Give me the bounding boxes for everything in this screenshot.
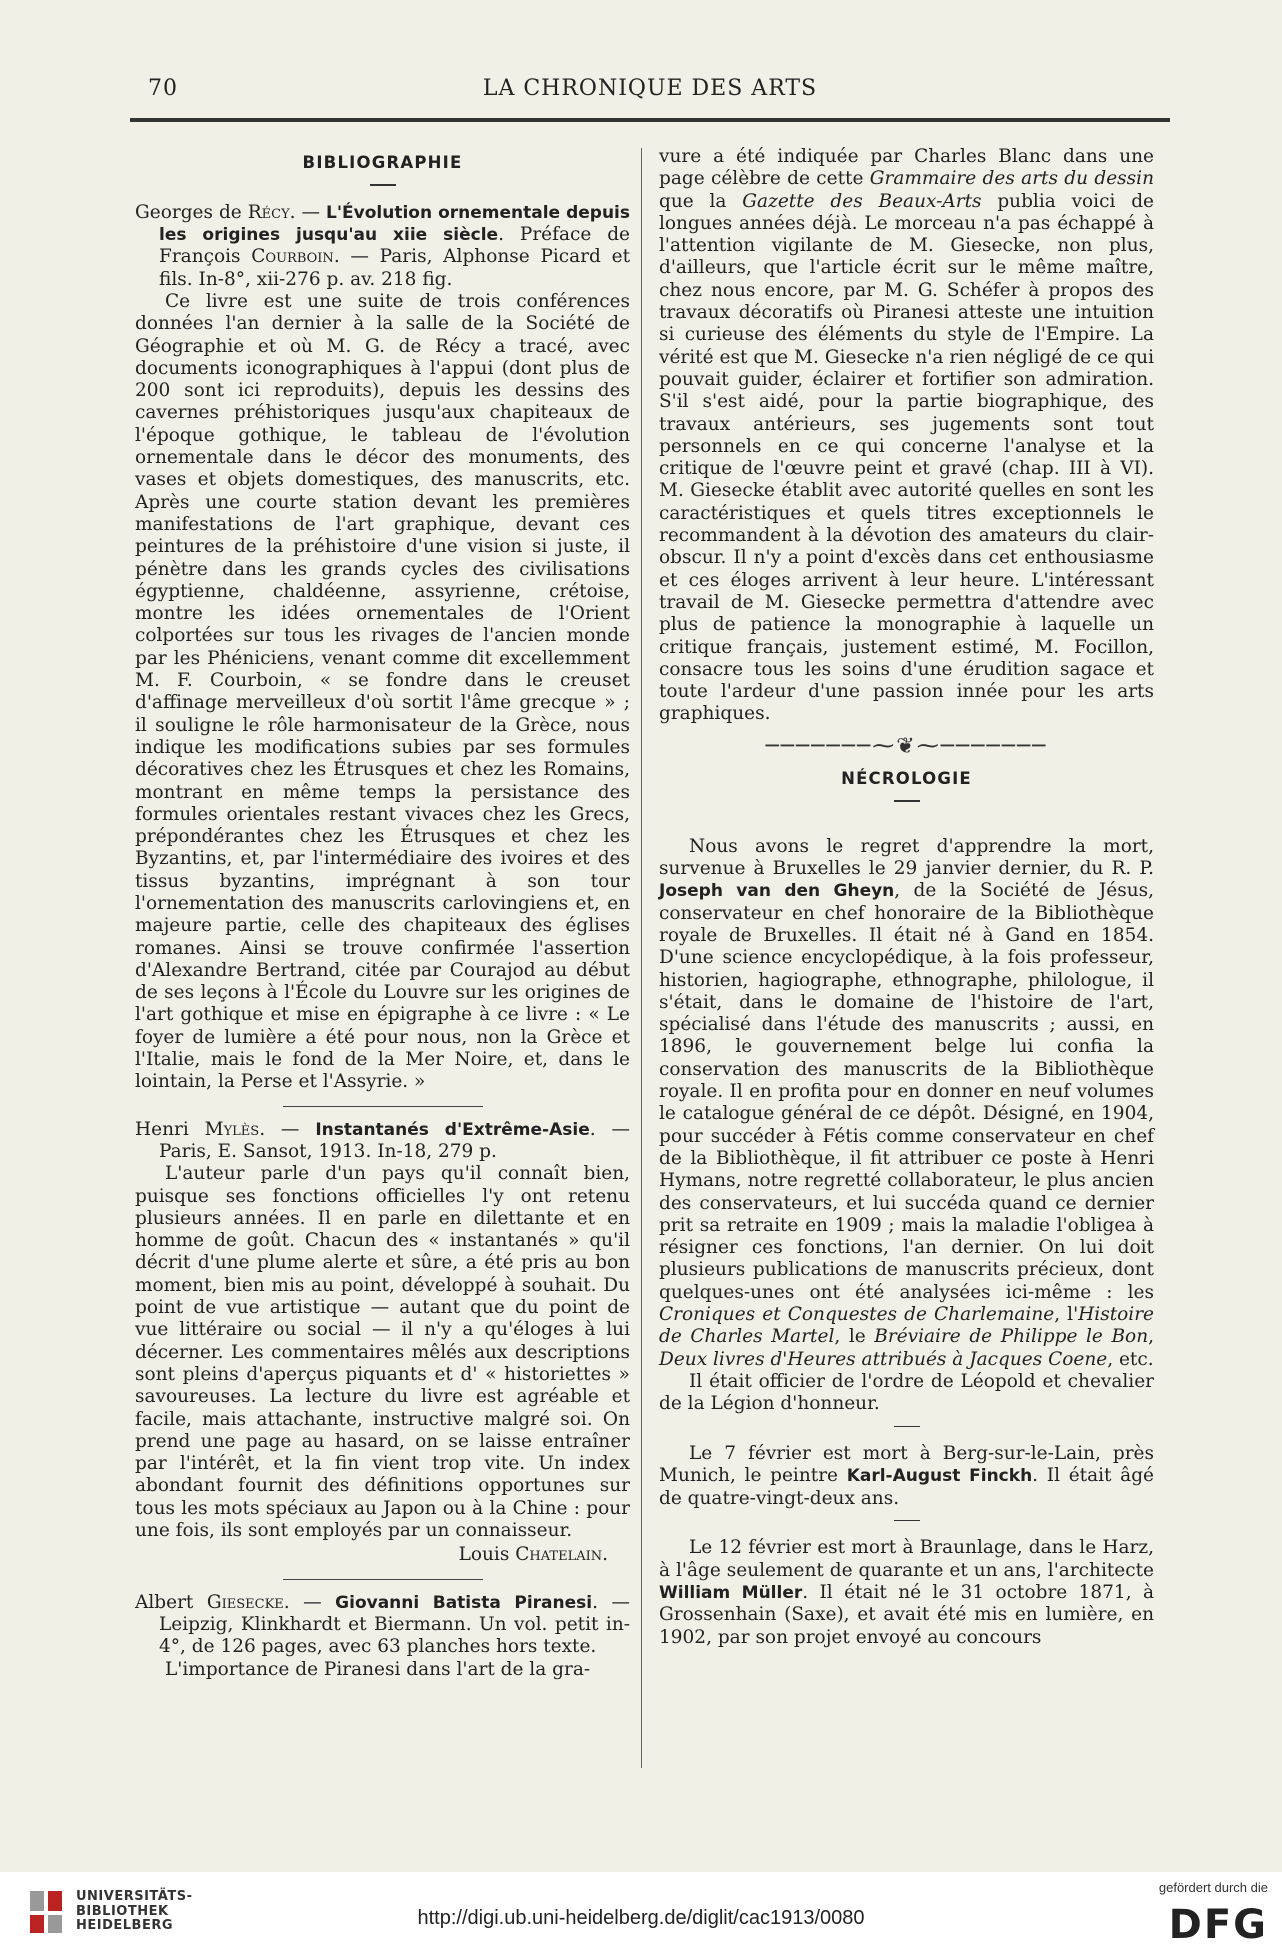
review-paragraph [659, 146, 1154, 726]
author-last: Mylès [204, 1118, 260, 1140]
obituary-dash [894, 1426, 920, 1428]
signature-last: Chatelain [515, 1544, 603, 1566]
author-last: Récy [247, 201, 290, 223]
title-dash [894, 800, 920, 802]
text-run: , [1148, 1326, 1154, 1348]
book-title: Instantanés d'Extrême-Asie [315, 1119, 590, 1140]
signature-first: Louis [458, 1544, 516, 1566]
review-paragraph: L'auteur parle d'un pays qu'il connaît bien, puisque ses fonctions officielles l'y ont retenu plusieurs années. Il en parle en dilettante et en homme de goût. Chacun des « instantanés » qu'il décrit d'une plume alerte et sûre, a été pris au bon moment, bien mis au point, développé à souhait. Du point de vue artistique — autant que du point de vue littéraire ou social — il n'y a qu'éloges à lui décerner. Les commentaires mêlés aux descriptions sont pleins d'aperçus piquants et d' « historiettes » savoureuses. La lecture du livre est agréable et facile, mais attachante, instructive malgré soi. On prend une page au hasard, on se laisse entraîner par l'intérêt, et la fin vient trop vite. Un index abondant fournit des définitions opportunes sur tous les mots spéciaux au Japon ou à la Chine : pour une fois, ils sont employés par un connaisseur. [135, 1163, 630, 1542]
text-run: Le 12 février est mort à Braunlage, dans le Harz, à l'âge seulement de quarante et un ans, l'architecte [659, 1537, 1154, 1581]
dfg-logo: DFG [1168, 1902, 1268, 1948]
publisher-info: . — Paris, E. Sansot, 1913. In-18, 279 p. [159, 1118, 630, 1162]
bibliography-entry [135, 1119, 630, 1164]
italic-title: Croniques et Conquestes de Charlemaine [659, 1304, 1055, 1326]
text-run: vure a été indiquée par Charles Blanc dans une page célèbre de cette [659, 146, 1154, 190]
page-number: 70 [148, 76, 178, 101]
book-title: Giovanni Batista Piranesi [335, 1592, 593, 1613]
text-run: , etc. [1107, 1348, 1154, 1370]
entry-separator [283, 1106, 483, 1107]
obituary-dash [894, 1520, 920, 1522]
right-column [659, 146, 1154, 1649]
deceased-name: Karl-August Finckh [846, 1466, 1033, 1487]
text-run: publia voici de longues années déjà. Le morceau n'a pas échappé à l'attention vigilante de M. Giesecke, non plus, d'ailleurs, que l'article écrit sur le même maître, chez nous encore, par M. G. Schéfer à propos des travaux décoratifs où Piranesi atteste une intuition si curieuse des éléments du style de l'Empire. La vérité est que M. Giesecke n'a rien négligé de ce qui pouvait guider, éclairer et fortifier son admiration. S'il s'est aidé, pour la partie biographique, des travaux antérieurs, ses jugements sont tout personnels en ce qui concerne l'analyse et la critique de l'œuvre peint et gravé (chap. III à VI). M. Giesecke établit avec autorité quelles en sont les caractéristiques et quels titres exceptionnels le recommandent à la dévotion des amateurs du clair-obscur. Il n'y a point d'excès dans cet enthousiasme et ces éloges arrivent à leur heure. L'intéressant travail de M. Giesecke permettra d'attendre avec plus de patience la monographie à laquelle un critique français, justement estimé, M. Focillon, consacre tous les soins d'une érudition sagace et toute l'ardeur d'une passion innée pour les arts graphiques. [659, 190, 1154, 725]
italic-title: Histoire de Charles Martel [659, 1304, 1154, 1348]
author-first: Albert [135, 1591, 207, 1613]
publisher-info: . — Leipzig, Klinkhardt et Biermann. Un vol. petit in-4°, de 126 pages, avec 63 planches hors texte. [159, 1591, 630, 1658]
signature-end: . [602, 1544, 608, 1566]
library-line: UNIVERSITÄTS- [76, 1889, 193, 1904]
section-title-bibliographie: BIBLIOGRAPHIE [302, 153, 463, 172]
entry-dash: . — [259, 1118, 316, 1140]
library-line: BIBLIOTHEK [76, 1903, 169, 1919]
author-first: Georges de [135, 201, 248, 223]
bibliography-entry [135, 202, 630, 291]
entry-text: . Préface de François [159, 224, 630, 268]
entry-dash: . — [289, 201, 326, 223]
title-dash [370, 184, 396, 186]
funded-by-label: gefördert durch die [1158, 1880, 1268, 1895]
text-run: , de la Société de Jésus, conservateur en chef honoraire de la Bibliothèque royale de Bruxelles. Il était né à Gand en 1854. D'une science encyclopédique, à la fois professeur, historien, hagiographe, ethnographe, philologue, il s'était, dans le domaine de l'histoire de l'art, spécialisé dans l'étude des manuscrits ; aussi, en 1896, le gouvernement belge lui confia la conservation des manuscrits de la Bibliothèque royale. Il en profita pour en donner en neuf volumes le catalogue général de ce dépôt. Désigné, en 1904, pour succéder à Fétis comme conservateur en chef de la Bibliothèque, il fit attribuer ce poste à Henri Hymans, notre regretté collaborateur, le plus ancien des conservateurs, et lui succéda quand ce dernier prit sa retraite en 1909 ; mais la maladie l'obligea à résigner ces fonctions, l'an dernier. On lui doit plusieurs publications de manuscrits précieux, dont quelques-unes ont été analysées ici-même : les [659, 880, 1154, 1303]
preface-author: Courboin [251, 246, 334, 268]
spacer [659, 818, 1154, 836]
library-line: HEIDELBERG [76, 1918, 174, 1933]
review-signature [135, 1544, 630, 1566]
deceased-name: Joseph van den Gheyn [659, 881, 895, 902]
publisher-info: . — Paris, Alphonse Picard et fils. In-8°, xii-276 p. av. 218 fig. [159, 246, 631, 290]
author-first: Henri [135, 1118, 205, 1140]
entry-dash: . — [283, 1591, 336, 1613]
page-header [130, 72, 1170, 102]
italic-title: Bréviaire de Philippe le Bon [874, 1326, 1149, 1348]
text-run: que la [659, 190, 743, 212]
deceased-name: William Müller [659, 1583, 803, 1604]
text-run: Nous avons le regret d'apprendre la mort, survenue à Bruxelles le 29 janvier dernier, du R. P. [659, 835, 1154, 880]
digitization-footer [0, 1872, 1282, 1955]
entry-separator [283, 1579, 483, 1580]
text-run: . Il était né le 31 octobre 1871, à Grossenhain (Saxe), et avait été mis en lumière, en 1902, par son projet envoyé au concours [659, 1582, 1154, 1648]
author-last: Giesecke [206, 1591, 284, 1613]
source-url-link[interactable]: http://digi.ub.uni-heidelberg.de/diglit/cac1913/0080 [417, 1907, 865, 1929]
header-rule [130, 118, 1170, 122]
review-paragraph: L'importance de Piranesi dans l'art de la gra- [165, 1658, 591, 1680]
obituary-paragraph [659, 1537, 1154, 1648]
journal-title: LA CHRONIQUE DES ARTS [482, 76, 818, 101]
obituary-paragraph [659, 836, 1154, 1371]
text-run: . Il était âgé de quatre-vingt-deux ans. [659, 1465, 1154, 1509]
italic-title: Gazette des Beaux-Arts [742, 190, 982, 212]
column-separator [641, 148, 642, 1768]
obituary-paragraph: Il était officier de l'ordre de Léopold et chevalier de la Légion d'honneur. [659, 1370, 1154, 1415]
text-run: Le 7 février est mort à Berg-sur-le-Lain, près Munich, le peintre [659, 1443, 1154, 1487]
review-paragraph: Ce livre est une suite de trois conférences données l'an dernier à la salle de la Société de Géographie et où M. G. de Récy a tracé, avec documents iconographiques à l'appui (dont plus de 200 sont ici reproduits), depuis les dessins des cavernes préhistoriques jusqu'aux chapiteaux de l'époque gothique, le tableau de l'évolution ornementale dans le décor des monuments, des vases et objets domestiques, des manuscrits, etc. Après une courte station devant les premières manifestations de l'art graphique, devant ces peintures de la préhistoire d'une vision si juste, il pénètre dans les grands cycles des civilisations égyptienne, chaldéenne, assyrienne, crétoise, montre les idées ornementales de l'Orient colportées sur tous les rivages de l'ancien monde par les Phéniciens, venant comme dit excellemment M. F. Courboin, « se fondre dans le creuset d'affinage merveilleux d'où sortit l'âme grecque » ; il souligne le rôle harmonisateur de la Grèce, nous indique les modifications subies par ses formules décoratives chez les Étrusques et chez les Romains, montrant en même temps la persistance des formules orientales restant vivaces chez les Grecs, prépondérantes chez les Étrusques et chez les Byzantins, et, par l'intermédiaire des ivoires et des tissus byzantins, imprégnant à son tour l'ornementation des manuscrits carlovingiens et, en majeure partie, celle des chapiteaux des églises romanes. Ainsi se trouve confirmée l'assertion d'Alexandre Bertrand, citée par Courajod au début de ses leçons à l'École du Louvre sur les origines de l'art gothique et mise en épigraphe à ce livre : « Le foyer de lumière a été pour nous, non la Grèce et l'Italie, mais le fond de la Mer Noire, et, dans le lointain, la Perse et l'Assyrie. » [135, 290, 630, 1093]
section-title-necrologie: NÉCROLOGIE [841, 769, 972, 789]
left-column [135, 146, 630, 1681]
text-run: , l' [1054, 1304, 1079, 1326]
italic-title: Grammaire des arts du dessin [869, 168, 1154, 190]
ornament-divider: ───────⁓❦⁓─────── [765, 733, 1048, 759]
text-run: , le [834, 1326, 875, 1348]
bibliography-entry [135, 1592, 630, 1659]
obituary-paragraph [659, 1443, 1154, 1510]
italic-title: Deux livres d'Heures attribués à Jacques Coene [659, 1348, 1108, 1370]
book-title: L'Évolution ornementale depuis les origines jusqu'au xiie siècle [159, 202, 630, 246]
